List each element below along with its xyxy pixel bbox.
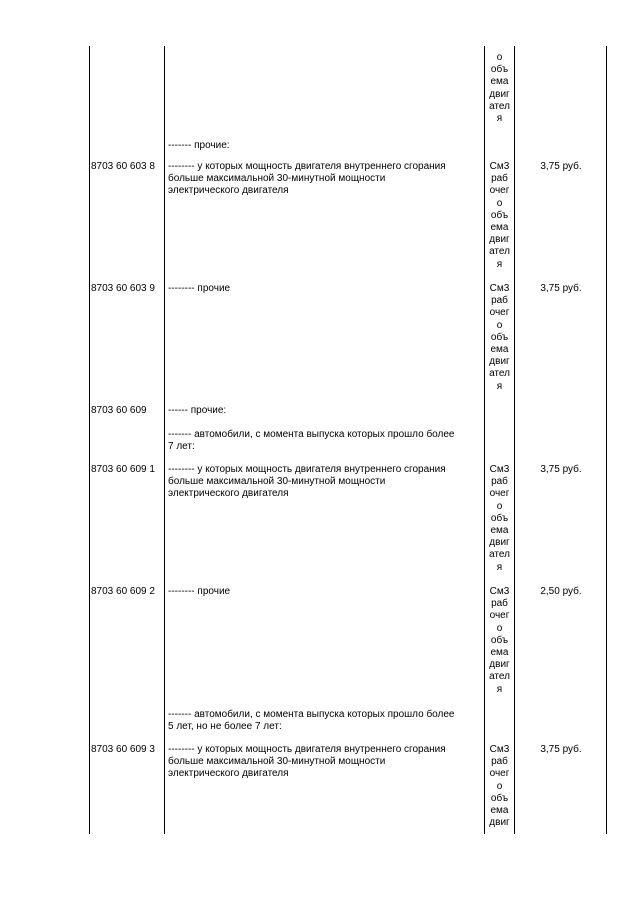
unit-cell: См3 раб очег о объ ема двиг ател я [489, 586, 510, 695]
tariff-code: 8703 60 609 1 [91, 464, 155, 475]
description-line: -------- у которых мощность двигателя внутреннего сгорания [168, 161, 446, 172]
description-line: 5 лет, но не более 7 лет: [168, 721, 282, 732]
unit-cell: См3 раб очег о объ ема двиг ател я [489, 283, 510, 392]
tariff-code: 8703 60 609 2 [91, 586, 155, 597]
description-line: ------- автомобили, с момента выпуска которых прошло более [168, 429, 455, 440]
tariff-code: 8703 60 603 8 [91, 161, 155, 172]
description-line: ------- прочие: [168, 140, 230, 151]
tariff-code: 8703 60 609 [91, 405, 147, 416]
description-line: больше максимальной 30-минутной мощности [168, 756, 386, 767]
tariff-code: 8703 60 609 3 [91, 744, 155, 755]
tariff-code: 8703 60 603 9 [91, 283, 155, 294]
rate-cell: 3,75 руб. [540, 161, 582, 172]
description-line: больше максимальной 30-минутной мощности [168, 476, 386, 487]
description-line: электрического двигателя [168, 768, 289, 779]
column-divider [89, 46, 90, 834]
description-line: электрического двигателя [168, 185, 289, 196]
rate-cell: 3,75 руб. [540, 283, 582, 294]
description-line: 7 лет: [168, 441, 195, 452]
unit-cell: См3 раб очег о объ ема двиг [489, 744, 510, 829]
column-divider [164, 46, 165, 834]
description-line: ------ прочие: [168, 405, 227, 416]
rate-cell: 3,75 руб. [540, 744, 582, 755]
description-line: электрического двигателя [168, 488, 289, 499]
description-line: -------- у которых мощность двигателя внутреннего сгорания [168, 464, 446, 475]
rate-cell: 2,50 руб. [540, 586, 582, 597]
column-divider [606, 46, 607, 834]
description-line: -------- прочие [168, 283, 231, 294]
unit-cell: о объ ема двиг ател я [489, 52, 510, 125]
description-line: ------- автомобили, с момента выпуска которых прошло более [168, 709, 455, 720]
description-line: -------- прочие [168, 586, 231, 597]
description-line: больше максимальной 30-минутной мощности [168, 173, 386, 184]
column-divider [484, 46, 485, 834]
unit-cell: См3 раб очег о объ ема двиг ател я [489, 464, 510, 573]
description-line: -------- у которых мощность двигателя внутреннего сгорания [168, 744, 446, 755]
column-divider [514, 46, 515, 834]
rate-cell: 3,75 руб. [540, 464, 582, 475]
unit-cell: См3 раб очег о объ ема двиг ател я [489, 161, 510, 270]
